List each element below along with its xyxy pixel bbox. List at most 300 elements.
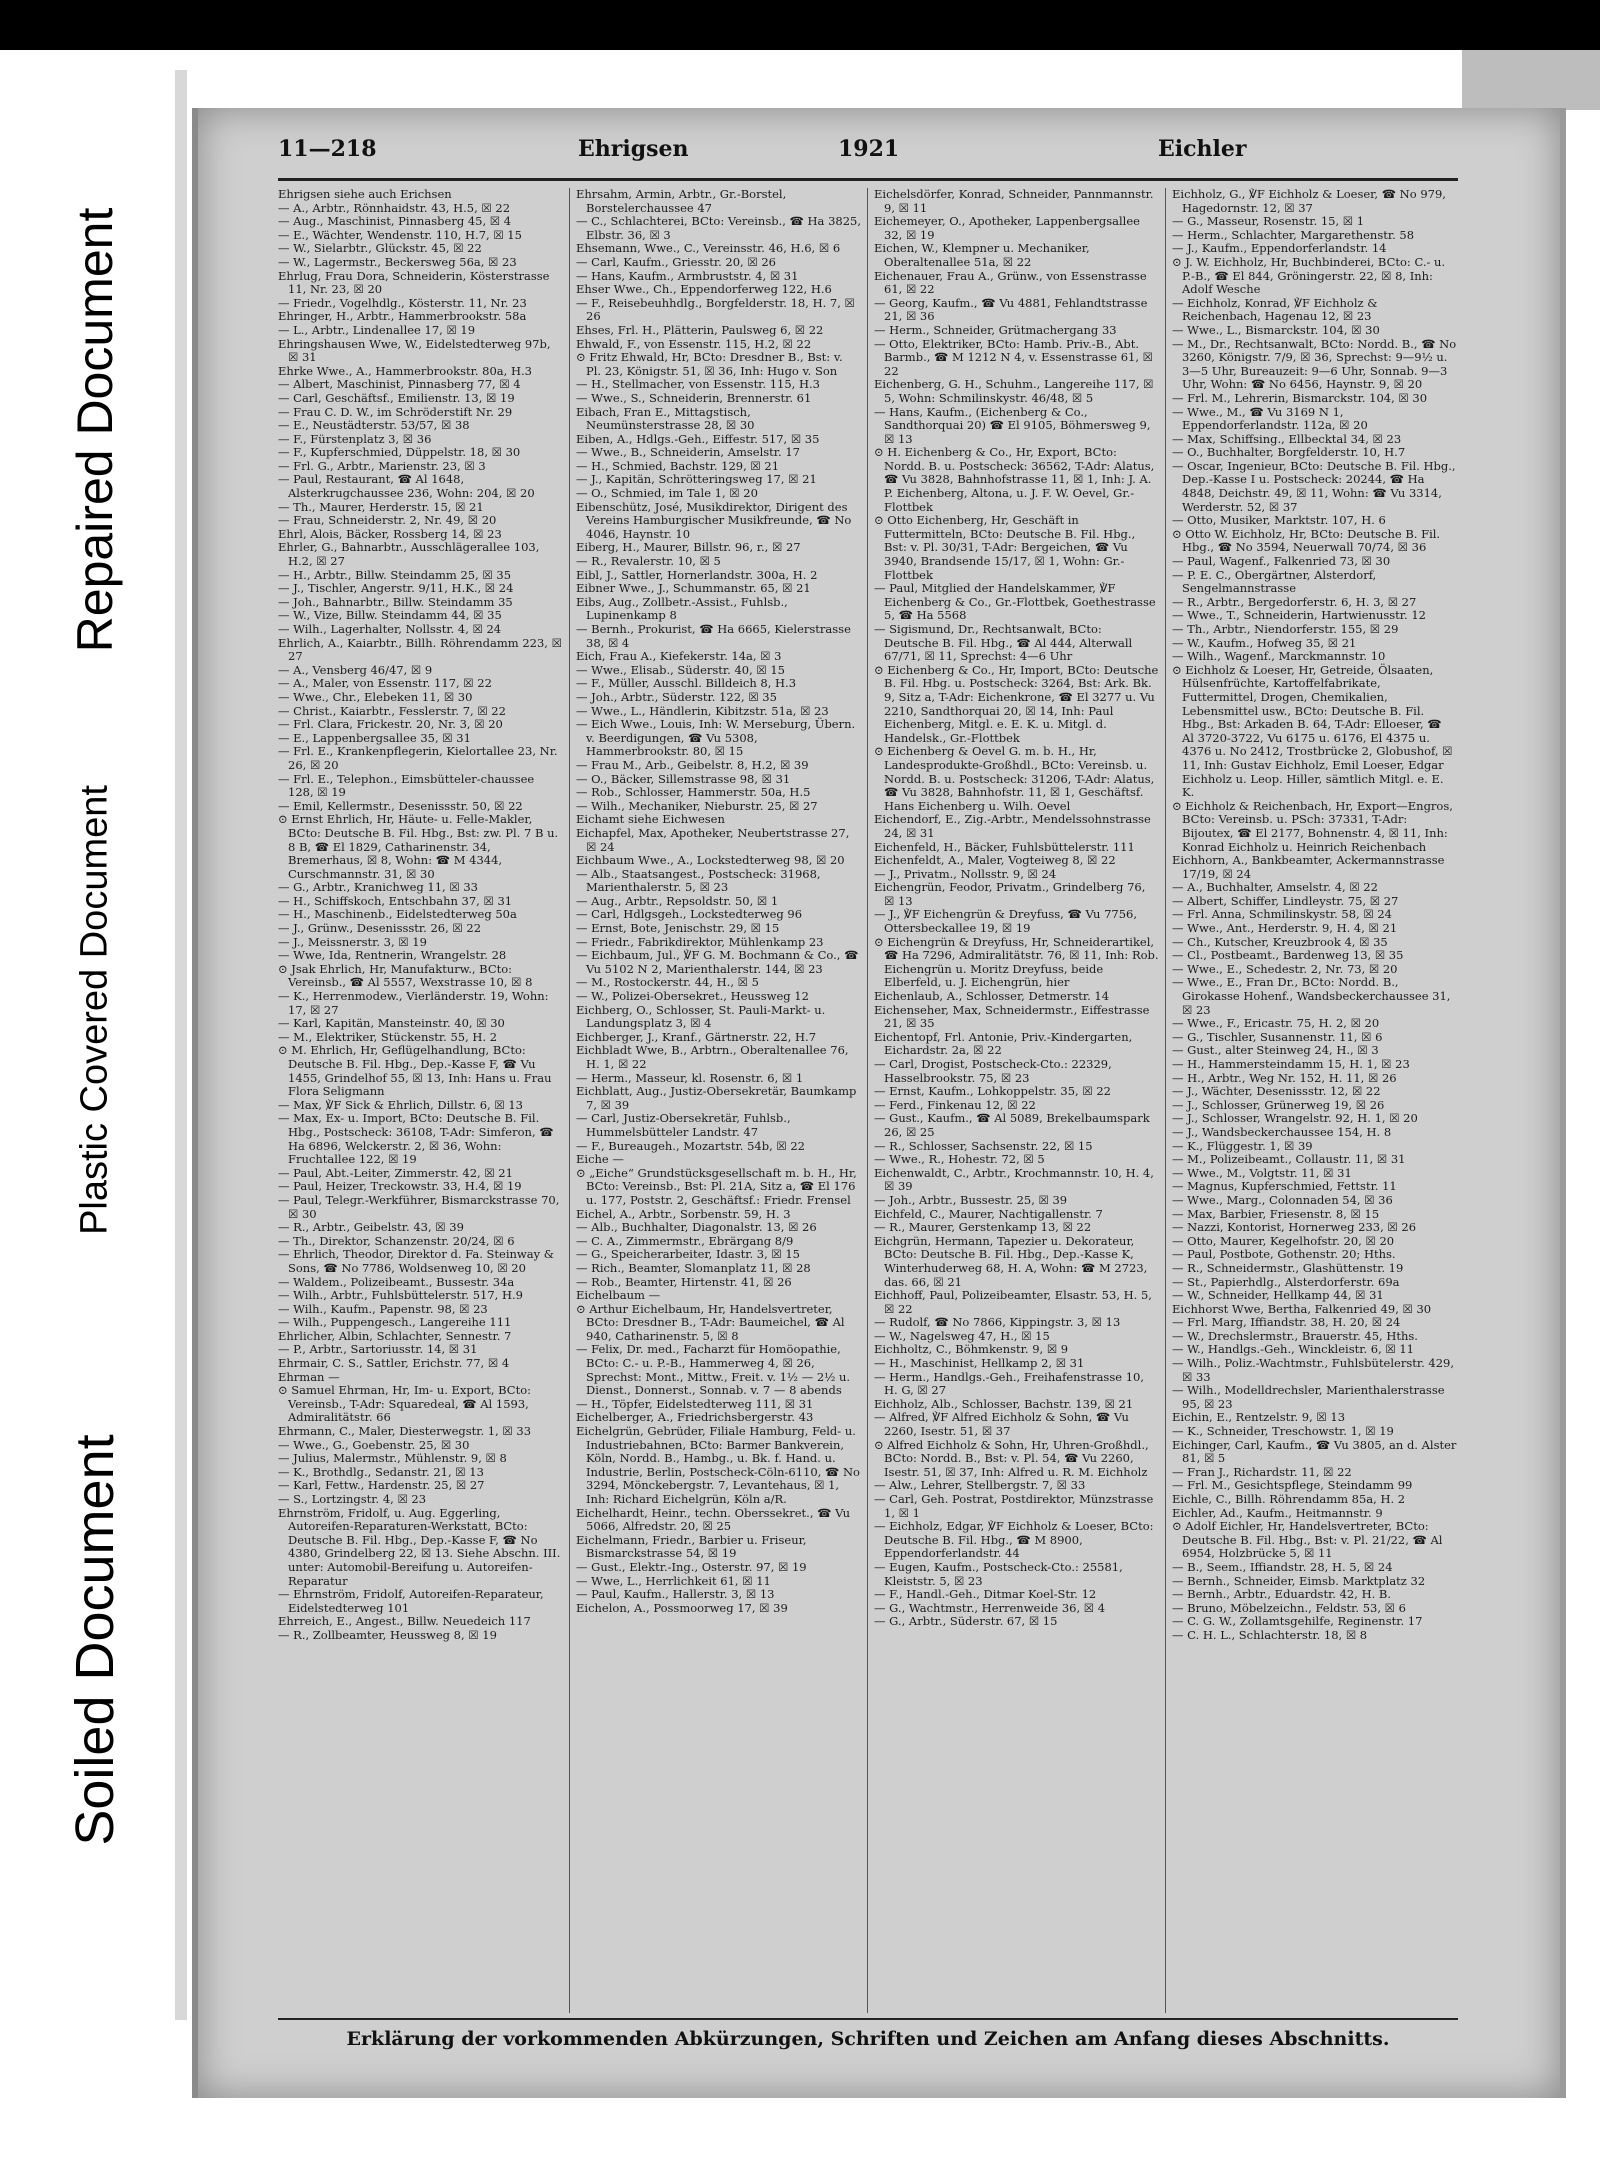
directory-entry: — R., Arbtr., Bergedorferstr. 6, H. 3, ☒ 27 — [1172, 594, 1417, 609]
directory-entry: Eichbaum Wwe., A., Lockstedterweg 98, ☒ 20 — [576, 853, 845, 868]
directory-entry: — Friedr., Vogelhdlg., Kösterstr. 11, Nr. 23 — [278, 295, 527, 310]
directory-entry: Ehrmair, C. S., Sattler, Erichstr. 77, ☒ 4 — [278, 1356, 510, 1371]
label-divider — [175, 70, 187, 2020]
directory-entry: — Herm., Masseur, kl. Rosenstr. 6, ☒ 1 — [576, 1070, 804, 1085]
directory-entry: — Wwe., E., Schedestr. 2, Nr. 73, ☒ 20 — [1172, 961, 1398, 976]
directory-entry: — Frl. G., Arbtr., Marienstr. 23, ☒ 3 — [278, 458, 486, 473]
directory-entry: — Eichholz, Edgar, ℣F Eichholz & Loeser, BCto: Deutsche B. Fil. Hbg., ☎ M 8900, Eppendorferlandstr. 44 — [874, 1519, 1154, 1561]
directory-entry: Eichberg, O., Schlosser, St. Pauli-Markt- u. Landungsplatz 3, ☒ 4 — [576, 1002, 826, 1031]
directory-entry: — A., Vensberg 46/47, ☒ 9 — [278, 662, 433, 677]
directory-entry: — H., Hammersteindamm 15, H. 1, ☒ 23 — [1172, 1057, 1410, 1071]
directory-entry: — Paul, Kaufm., Hallerstr. 3, ☒ 13 — [576, 1587, 775, 1602]
directory-entry: — Oscar, Ingenieur, BCto: Deutsche B. Fil. Hbg., Dep.-Kasse I u. Postscheck: 20244, ☎ Ha 4848, Deichstr. 49, ☒ 11, Wohn: ☎ Vu 3314, Werderstr. 52, ☒ 37 — [1172, 458, 1456, 514]
directory-entry: Eiben, A., Hdlgs.-Geh., Eiffestr. 517, ☒ 35 — [576, 431, 820, 446]
directory-entry: ⊙ Eichholz & Loeser, Hr, Getreide, Ölsaaten, Hülsenfrüchte, Kartoffelfabrikate, Futtermittel, Drogen, Chemikalien, Lebensmittel usw., BCto: Deutsche B. Fil. Hbg., Bst: Arkaden B. 64, T-Adr: Elloeser, ☎ Al 3720-3722, Vu 6175 u. 6176, El 4375 u. 4376 u. No 2412, Trostbrücke 2, Globushof, ☒ 11, Inh: Gustav Eichholz, Emil Loeser, Edgar Eichholz u. Leop. Hiller, sämtlich Mitgl. e. E. K. — [1172, 662, 1453, 800]
directory-entry: Eichengrün, Feodor, Privatm., Grindelberg 76, ☒ 13 — [874, 880, 1146, 908]
directory-entry: — Wwe., Elisab., Süderstr. 40, ☒ 15 — [576, 662, 785, 677]
directory-entry: — W., Drechslermstr., Brauerstr. 45, Hths. — [1172, 1328, 1418, 1343]
footer-rule — [278, 2018, 1458, 2020]
directory-entry: Eichenfeld, H., Bäcker, Fuhlsbüttelerstr. 111 — [874, 839, 1135, 854]
directory-entry: Ehrke Wwe., A., Hammerbrookstr. 80a, H.3 — [278, 363, 532, 378]
directory-entry: — R., Schlosser, Sachsenstr. 22, ☒ 15 — [874, 1138, 1093, 1153]
directory-entry: Eiberg, H., Maurer, Billstr. 96, r., ☒ 27 — [576, 540, 801, 555]
directory-entry: Eichhorst Wwe, Bertha, Falkenried 49, ☒ 30 — [1172, 1301, 1432, 1316]
directory-entry: — Paul, Heizer, Treckowstr. 33, H.4, ☒ 19 — [278, 1179, 522, 1194]
directory-entry: Ehrlicher, Albin, Schlachter, Sennestr. 7 — [278, 1328, 512, 1343]
directory-entry: Eichelhardt, Heinr., techn. Oberssekret., ☎ Vu 5066, Alfredstr. 20, ☒ 25 — [576, 1505, 851, 1534]
directory-entry: Eichapfel, Max, Apotheker, Neubertstrasse 27, ☒ 24 — [576, 825, 850, 854]
directory-entry: — H., Arbtr., Billw. Steindamm 25, ☒ 35 — [278, 567, 512, 582]
directory-entry: Ehrigsen siehe auch Erichsen — [278, 188, 452, 201]
directory-entry: — G., Wachtmstr., Herrenweide 36, ☒ 4 — [874, 1600, 1106, 1615]
directory-entry: — Carl, Geschäftsf., Emilienstr. 13, ☒ 19 — [278, 390, 515, 405]
entry-columns — [278, 188, 1458, 2013]
directory-entry: — Alfred, ℣F Alfred Eichholz & Sohn, ☎ Vu 2260, Isestr. 51, ☒ 37 — [874, 1410, 1129, 1439]
directory-entry: — L., Arbtr., Lindenallee 17, ☒ 19 — [278, 322, 476, 337]
directory-entry: — Aug., Arbtr., Repsoldstr. 50, ☒ 1 — [576, 893, 779, 908]
directory-entry: Eichelberger, A., Friedrichsbergerstr. 43 — [576, 1410, 814, 1425]
directory-entry: — W., Kaufm., Hofweg 35, ☒ 21 — [1172, 635, 1357, 650]
directory-entry: — Frl. Marg, Iffiandstr. 38, H. 20, ☒ 24 — [1172, 1315, 1401, 1330]
directory-entry: ⊙ Jsak Ehrlich, Hr, Manufakturw., BCto: Vereinsb., ☎ Al 5557, Wexstrasse 10, ☒ 8 — [278, 961, 533, 990]
directory-entry: — G., Tischler, Susannenstr. 11, ☒ 6 — [1172, 1029, 1383, 1044]
directory-entry: — Rob., Beamter, Hirtenstr. 41, ☒ 26 — [576, 1274, 792, 1289]
directory-entry: — Albert, Maschinist, Pinnasberg 77, ☒ 4 — [278, 377, 521, 392]
directory-entry: Eichemeyer, O., Apotheker, Lappenbergsallee 32, ☒ 19 — [874, 214, 1140, 242]
directory-entry: — S., Lortzingstr. 4, ☒ 23 — [278, 1492, 427, 1506]
directory-entry: Ehrman — — [278, 1369, 340, 1384]
directory-entry: — Wilh., Modelldrechsler, Marienthalerstrasse 95, ☒ 23 — [1172, 1383, 1445, 1411]
directory-entry: — E., Wächter, Wendenstr. 110, H.7, ☒ 15 — [278, 227, 522, 242]
top-black-bar — [0, 0, 1600, 50]
directory-entry: — Ehrlich, Theodor, Direktor d. Fa. Steinway & Sons, ☎ No 7786, Woldsenweg 10, ☒ 20 — [278, 1247, 554, 1275]
directory-entry: ⊙ Ernst Ehrlich, Hr, Häute- u. Felle-Makler, BCto: Deutsche B. Fil. Hbg., Bst: zw. Pl. 7 B u. 8 B, ☎ El 1829, Catharinenstr. 34, Bremerhaus, ☒ 8, Wohn: ☎ M 4344, Curschmannstr. 31, ☒ 30 — [278, 812, 559, 881]
directory-entry: ⊙ Arthur Eichelbaum, Hr, Handelsvertreter, BCto: Dresdner B., T-Adr: Baumeichel, ☎ Al 940, Catharinenstr. 5, ☒ 8 — [576, 1301, 845, 1343]
directory-entry: ⊙ Otto Eichenberg, Hr, Geschäft in Futtermitteln, BCto: Deutsche B. Fil. Hbg., Bst: v. Pl. 30/31, T-Adr: Bergeichen, ☎ Vu 3940, Brandsende 15/17, ☒ 1, Wohn: Gr.-Flottbek — [874, 513, 1136, 582]
directory-entry: — Max, Ex- u. Import, BCto: Deutsche B. Fil. Hbg., Postscheck: 36108, T-Adr: Simferon, ☎ Ha 6896, Welckerstr. 2, ☒ 36, Wohn: Fruchtallee 122, ☒ 19 — [278, 1111, 554, 1167]
directory-entry: ⊙ Fritz Ehwald, Hr, BCto: Dresdner B., Bst: v. Pl. 23, Königstr. 51, ☒ 36, Inh: Hugo v. Son — [576, 350, 843, 378]
directory-entry: — Rudolf, ☎ No 7866, Kippingstr. 3, ☒ 13 — [874, 1315, 1121, 1330]
directory-entry: — E., Neustädterstr. 53/57, ☒ 38 — [278, 418, 470, 433]
column-3 — [874, 188, 1159, 2013]
directory-entry: — M., Elektriker, Stückenstr. 55, H. 2 — [278, 1029, 498, 1044]
directory-entry: — W., Lagermstr., Beckersweg 56a, ☒ 23 — [278, 254, 517, 269]
directory-entry: ⊙ Samuel Ehrman, Hr, Im- u. Export, BCto: Vereinsb., T-Adr: Squaredeal, ☎ Al 1593, Admiralitätstr. 66 — [278, 1383, 532, 1425]
directory-entry: — J., Schlosser, Grünerweg 19, ☒ 26 — [1172, 1097, 1385, 1112]
directory-entry: — Frl. E., Krankenpflegerin, Kielortallee 23, Nr. 26, ☒ 20 — [278, 744, 558, 772]
directory-entry: — Joh., Arbtr., Bussestr. 25, ☒ 39 — [874, 1192, 1068, 1207]
directory-entry: — J., Kapitän, Schrötteringsweg 17, ☒ 21 — [576, 472, 817, 487]
page-number: 11—218 — [278, 136, 377, 162]
directory-entry: — Paul, Mitglied der Handelskammer, ℣F Eichenberg & Co., Gr.-Flottbek, Goethestrasse 5, ☎ Ha 5568 — [874, 581, 1156, 623]
directory-entry: — Wwe., Marg., Colonnaden 54, ☒ 36 — [1172, 1192, 1393, 1207]
directory-entry: — O., Bäcker, Sillemstrasse 98, ☒ 31 — [576, 771, 791, 786]
directory-entry: — G., Arbtr., Kranichweg 11, ☒ 33 — [278, 880, 478, 895]
directory-entry: — B., Seem., Iffiandstr. 28, H. 5, ☒ 24 — [1172, 1559, 1393, 1574]
directory-entry: Ehrsahm, Armin, Arbtr., Gr.-Borstel, Borstelerchaussee 47 — [576, 188, 787, 215]
directory-entry: — F., Handl.-Geh., Ditmar Koel-Str. 12 — [874, 1587, 1097, 1602]
directory-entry: — J., Wächter, Desenissstr. 12, ☒ 22 — [1172, 1084, 1381, 1099]
directory-page — [192, 108, 1566, 2098]
label-soiled-document: Soiled Document — [65, 1434, 125, 1846]
directory-entry: — Wwe., B., Schneiderin, Amselstr. 17 — [576, 445, 800, 460]
directory-entry: — J., Kaufm., Eppendorferlandstr. 14 — [1172, 241, 1387, 256]
directory-entry: — G., Masseur, Rosenstr. 15, ☒ 1 — [1172, 214, 1365, 229]
directory-entry: — M., Rostockerstr. 44, H., ☒ 5 — [576, 975, 759, 990]
side-label-panel — [0, 50, 190, 2177]
directory-entry: Ehrlug, Frau Dora, Schneiderin, Kösterstrasse 11, Nr. 23, ☒ 20 — [278, 268, 550, 297]
directory-entry: — Herm., Schneider, Grütmachergang 33 — [874, 322, 1117, 337]
directory-entry: — Rich., Beamter, Slomanplatz 11, ☒ 28 — [576, 1260, 811, 1275]
directory-entry: — G., Speicherarbeiter, Idastr. 3, ☒ 15 — [576, 1247, 800, 1262]
directory-entry: — Th., Maurer, Herderstr. 15, ☒ 21 — [278, 499, 484, 514]
directory-entry: — Albert, Schiffer, Lindleystr. 75, ☒ 27 — [1172, 893, 1399, 908]
directory-entry: — Cl., Postbeamt., Bardenweg 13, ☒ 35 — [1172, 948, 1404, 963]
directory-entry: — Wwe., G., Goebenstr. 25, ☒ 30 — [278, 1437, 470, 1452]
directory-entry: — Frau, Schneiderstr. 2, Nr. 49, ☒ 20 — [278, 513, 497, 528]
directory-entry: ⊙ M. Ehrlich, Hr, Geflügelhandlung, BCto: Deutsche B. Fil. Hbg., Dep.-Kasse F, ☎ Vu 1455, Grindelhof 55, ☒ 13, Inh: Hans u. Frau Flora Seligmann — [278, 1043, 552, 1099]
directory-entry: Eichelsdörfer, Konrad, Schneider, Pannmannstr. 9, ☒ 11 — [874, 188, 1154, 215]
directory-entry: — Wwe., E., Fran Dr., BCto: Nordd. B., Girokasse Hohenf., Wandsbeckerchaussee 31, ☒ 23 — [1172, 975, 1451, 1017]
directory-entry: — St., Papierhdlg., Alsterdorferstr. 69a — [1172, 1274, 1400, 1289]
directory-entry: Eichbladt Wwe, B., Arbtrn., Oberaltenallee 76, H. 1, ☒ 22 — [576, 1043, 849, 1071]
label-repaired-document: Repaired Document — [67, 207, 123, 653]
directory-entry: — E., Lappenbergsallee 35, ☒ 31 — [278, 730, 471, 745]
directory-entry: — Gust., alter Steinweg 24, H., ☒ 3 — [1172, 1043, 1379, 1058]
directory-entry: Eichgrün, Hermann, Tapezier u. Dekorateur, BCto: Deutsche B. Fil. Hbg., Dep.-Kasse K, Winterhuderweg 68, H. A, Wohn: ☎ M 2723, das. 66, ☒ 21 — [874, 1233, 1148, 1289]
directory-entry: Eichhorn, A., Bankbeamter, Ackermannstrasse 17/19, ☒ 24 — [1172, 853, 1445, 881]
directory-entry: ⊙ H. Eichenberg & Co., Hr, Export, BCto: Nordd. B. u. Postscheck: 36562, T-Adr: Alatus, ☎ Vu 3828, Bahnhofstrasse 11, ☒ 1, Inh: J. A. P. Eichenberg, Altona, u. J. F. W. Oevel, Gr.-Flottbek — [874, 445, 1155, 514]
directory-entry: — H., Arbtr., Weg Nr. 152, H. 11, ☒ 26 — [1172, 1070, 1397, 1085]
directory-entry: ⊙ Eichholz & Reichenbach, Hr, Export—Engros, BCto: Vereinsb. u. PSch: 37331, T-Adr: Bijoutex, ☎ El 2177, Bohnenstr. 4, ☒ 11, Inh: Konrad Eichholz u. Heinrich Reichenbach — [1172, 798, 1453, 854]
directory-entry: — Ernst, Kaufm., Lohkoppelstr. 35, ☒ 22 — [874, 1084, 1111, 1099]
directory-entry: Eichen, W., Klempner u. Mechaniker, Oberaltenallee 51a, ☒ 22 — [874, 241, 1090, 269]
directory-entry: — C., Schlachterei, BCto: Vereinsb., ☎ Ha 3825, Elbstr. 36, ☒ 3 — [576, 214, 861, 242]
directory-entry: — Alw., Lehrer, Stellbergstr. 7, ☒ 33 — [874, 1478, 1086, 1493]
directory-entry: — Bernh., Prokurist, ☎ Ha 6665, Kielerstrasse 38, ☒ 4 — [576, 622, 851, 650]
directory-entry: — Wwe., T., Schneiderin, Hartwienusstr. 12 — [1172, 608, 1426, 623]
directory-entry: — Bernh., Arbtr., Eduardstr. 42, H. B. — [1172, 1587, 1392, 1602]
directory-entry: Eichinger, Carl, Kaufm., ☎ Vu 3805, an d. Alster 81, ☒ 5 — [1172, 1437, 1457, 1466]
directory-entry: — R., Zollbeamter, Heussweg 8, ☒ 19 — [278, 1627, 497, 1642]
header-last-entry: Eichler — [1158, 136, 1247, 162]
directory-entry: — J., Tischler, Angerstr. 9/11, H.K., ☒ 24 — [278, 581, 514, 596]
directory-entry: — Magnus, Kupferschmied, Fettstr. 11 — [1172, 1179, 1397, 1194]
directory-entry: — H., Maschinenb., Eidelstedterweg 50a — [278, 907, 517, 922]
directory-entry: — Wilh., Wagenf., Marckmannstr. 10 — [1172, 649, 1386, 664]
directory-entry: — A., Buchhalter, Amselstr. 4, ☒ 22 — [1172, 880, 1378, 895]
directory-entry: — Ernst, Bote, Jenischstr. 29, ☒ 15 — [576, 921, 780, 936]
directory-entry: — Wwe., L., Bismarckstr. 104, ☒ 30 — [1172, 322, 1380, 337]
directory-entry: — Julius, Malermstr., Mühlenstr. 9, ☒ 8 — [278, 1451, 507, 1466]
directory-entry: — Bruno, Möbelzeichn., Feldstr. 53, ☒ 6 — [1172, 1600, 1406, 1615]
directory-entry: — F., Bureaugeh., Mozartstr. 54b, ☒ 22 — [576, 1138, 805, 1153]
directory-entry: — Frl. Clara, Frickestr. 20, Nr. 3, ☒ 20 — [278, 717, 503, 732]
directory-entry: ⊙ Alfred Eichholz & Sohn, Hr, Uhren-Großhdl., BCto: Nordd. B., Bst: v. Pl. 54, ☎ Vu 2260, Isestr. 51, ☒ 37, Inh: Alfred u. R. M. Eichholz — [874, 1437, 1149, 1479]
directory-entry: Eichholtz, C., Böhmkenstr. 9, ☒ 9 — [874, 1342, 1069, 1357]
directory-entry: — Otto, Musiker, Marktstr. 107, H. 6 — [1172, 513, 1386, 528]
directory-entry: — Eich Wwe., Louis, Inh: W. Merseburg, Übern. v. Beerdigungen, ☎ Vu 5308, Hammerbrookstr. 80, ☒ 15 — [576, 717, 856, 759]
directory-entry: — J., Wandsbeckerchaussee 154, H. 8 — [1172, 1124, 1392, 1139]
directory-entry: Ehrl, Alois, Bäcker, Rossberg 14, ☒ 23 — [278, 526, 502, 541]
directory-entry: — Carl, Drogist, Postscheck-Cto.: 22329, Hasselbrookstr. 75, ☒ 23 — [874, 1057, 1112, 1085]
directory-entry: — Ferd., Finkenau 12, ☒ 22 — [874, 1097, 1036, 1112]
header-rule — [278, 178, 1458, 181]
directory-entry: — Wwe., M., Volgtstr. 11, ☒ 31 — [1172, 1165, 1352, 1180]
directory-entry: — K., Herrenmodew., Vierländerstr. 19, Wohn: 17, ☒ 27 — [278, 989, 549, 1017]
directory-entry: Eichenwaldt, C., Arbtr., Krochmannstr. 10, H. 4, ☒ 39 — [874, 1165, 1154, 1194]
directory-entry: — Frau C. D. W., im Schröderstift Nr. 29 — [278, 404, 513, 419]
directory-entry: — Otto, Elektriker, BCto: Hamb. Priv.-B., Abt. Barmb., ☎ M 1212 N 4, v. Essenstrasse 61, ☒ 22 — [874, 336, 1153, 378]
directory-entry: — Fran J., Richardstr. 11, ☒ 22 — [1172, 1464, 1352, 1479]
directory-entry: — Paul, Postbote, Gothenstr. 20; Hths. — [1172, 1247, 1396, 1262]
directory-entry: — J., Schlosser, Wrangelstr. 92, H. 1, ☒ 20 — [1172, 1111, 1418, 1126]
directory-entry: — C. H. L., Schlachterstr. 18, ☒ 8 — [1172, 1627, 1368, 1642]
directory-entry: — Wilh., Mechaniker, Nieburstr. 25, ☒ 27 — [576, 798, 818, 813]
directory-entry: — K., Brothdlg., Sedanstr. 21, ☒ 13 — [278, 1464, 484, 1479]
directory-entry: — Carl, Justiz-Obersekretär, Fuhlsb., Hummelsbütteler Landstr. 47 — [576, 1111, 791, 1139]
directory-entry: — Wwe., Ant., Herderstr. 9, H. 4, ☒ 21 — [1172, 921, 1398, 936]
directory-entry: — W., Handlgs.-Geh., Winckleistr. 6, ☒ 11 — [1172, 1342, 1414, 1357]
directory-entry: Eichenlaub, A., Schlosser, Detmerstr. 14 — [874, 989, 1110, 1004]
directory-entry: — K., Flüggestr. 1, ☒ 39 — [1172, 1138, 1313, 1153]
directory-entry: — H., Maschinist, Hellkamp 2, ☒ 31 — [874, 1356, 1085, 1371]
directory-entry: Eichler, Ad., Kaufm., Heitmannstr. 9 — [1172, 1505, 1383, 1520]
directory-entry: Eichholz, Alb., Schlosser, Bachstr. 139, ☒ 21 — [874, 1396, 1134, 1411]
directory-entry: — W., Nagelsweg 47, H., ☒ 15 — [874, 1328, 1050, 1343]
directory-entry: — R., Arbtr., Geibelstr. 43, ☒ 39 — [278, 1220, 464, 1235]
directory-entry: Ehrreich, E., Angest., Billw. Neuedeich 117 — [278, 1614, 531, 1629]
page-header — [278, 136, 1458, 176]
directory-entry: Eiche — — [576, 1152, 624, 1167]
header-first-entry: Ehrigsen — [578, 136, 689, 162]
directory-entry: — Felix, Dr. med., Facharzt für Homöopathie, BCto: C.- u. P.-B., Hammerweg 4, ☒ 26, Sprechst: Mont., Mittw., Freit. v. 1½ — 2½ u. Dienst., Donnerst., Sonnab. v. 7 — 8 abends — [576, 1342, 851, 1398]
directory-entry: Eichelon, A., Possmoorweg 17, ☒ 39 — [576, 1600, 788, 1615]
directory-entry: — O., Buchhalter, Borgfelderstr. 10, H.7 — [1172, 445, 1406, 460]
directory-entry: — Max, Barbier, Friesenstr. 8, ☒ 15 — [1172, 1206, 1380, 1221]
directory-entry: Eichenauer, Frau A., Grünw., von Essenstrasse 61, ☒ 22 — [874, 268, 1147, 297]
directory-entry: — J., Privatm., Nollsstr. 9, ☒ 24 — [874, 866, 1057, 881]
directory-entry: Eichenseher, Max, Schneidermstr., Eiffestrasse 21, ☒ 35 — [874, 1002, 1150, 1031]
directory-entry: — Max, Schiffsing., Ellbecktal 34, ☒ 23 — [1172, 431, 1402, 446]
directory-entry: ⊙ Otto W. Eichholz, Hr, BCto: Deutsche B. Fil. Hbg., ☎ No 3594, Neuerwall 70/74, ☒ 36 — [1172, 526, 1441, 555]
directory-entry: — R., Revalerstr. 10, ☒ 5 — [576, 554, 721, 569]
page-footer: Erklärung der vorkommenden Abkürzungen, Schriften und Zeichen am Anfang dieses Abschnitts. — [346, 2028, 1390, 2050]
directory-entry: — Wilh., Puppengesch., Langereihe 111 — [278, 1315, 512, 1330]
directory-entry: — Georg, Kaufm., ☎ Vu 4881, Fehlandtstrasse 21, ☒ 36 — [874, 295, 1148, 324]
directory-entry: Eichelbaum — — [576, 1288, 661, 1303]
label-plastic-covered-document: Plastic Covered Document — [73, 785, 116, 1235]
directory-entry: — Hans, Kaufm., Armbruststr. 4, ☒ 31 — [576, 268, 799, 283]
directory-entry: Ehsemann, Wwe., C., Vereinsstr. 46, H.6, ☒ 6 — [576, 241, 841, 256]
directory-entry: — J., Grünw., Desenissstr. 26, ☒ 22 — [278, 921, 482, 936]
directory-entry: — Rob., Schlosser, Hammerstr. 50a, H.5 — [576, 785, 811, 800]
directory-entry: ⊙ Eichengrün & Dreyfuss, Hr, Schneiderartikel, ☎ Ha 7296, Admiralitätstr. 76, ☒ 11, Inh: Rob. Eichengrün u. Moritz Dreyfuss, beide Elberfeld, u. J. Eichengrün, hier — [874, 934, 1159, 990]
directory-entry: Eibner Wwe., J., Schummanstr. 65, ☒ 21 — [576, 581, 811, 596]
directory-entry: ⊙ Eichenberg & Oevel G. m. b. H., Hr, Landesprodukte-Großhdl., BCto: Vereinsb. u. Nordd. B. u. Postscheck: 31206, T-Adr: Alatus, ☎ Vu 3828, Bahnhofstr. 11, ☒ 1, Geschäftsf. Hans Eichenberg u. Wilh. Oevel — [874, 744, 1155, 813]
directory-entry: ⊙ Adolf Eichler, Hr, Handelsvertreter, BCto: Deutsche B. Fil. Hbg., Bst: v. Pl. 21/22, ☎ Al 6954, Holzbrücke 5, ☒ 11 — [1172, 1519, 1443, 1561]
directory-entry: Eichendorf, E., Zig.-Arbtr., Mendelssohnstrasse 24, ☒ 31 — [874, 812, 1151, 840]
directory-entry: — Frau M., Arb., Geibelstr. 8, H.2, ☒ 39 — [576, 757, 809, 772]
directory-entry: — J., Meissnerstr. 3, ☒ 19 — [278, 934, 427, 949]
directory-entry: Eichelmann, Friedr., Barbier u. Friseur, Bismarckstrasse 54, ☒ 19 — [576, 1532, 807, 1561]
directory-entry: — Th., Direktor, Schanzenstr. 20/24, ☒ 6 — [278, 1233, 515, 1248]
directory-entry: — Christ., Kaiarbtr., Fesslerstr. 7, ☒ 22 — [278, 703, 506, 718]
directory-entry: — M., Polizeibeamt., Collaustr. 11, ☒ 31 — [1172, 1152, 1406, 1167]
scanner-edge-strip — [1462, 50, 1600, 110]
directory-entry: — Th., Arbtr., Niendorferstr. 155, ☒ 29 — [1172, 622, 1399, 636]
directory-entry: — Bernh., Schneider, Eimsb. Marktplatz 32 — [1172, 1573, 1426, 1588]
directory-entry: Ehrmann, C., Maler, Diesterwegstr. 1, ☒ 33 — [278, 1424, 532, 1439]
directory-entry: — P. E. C., Obergärtner, Alsterdorf, Sengelmannstrasse — [1172, 567, 1377, 596]
directory-entry: — P., Arbtr., Sartoriusstr. 14, ☒ 31 — [278, 1342, 478, 1357]
directory-entry: — A., Maler, von Essenstr. 117, ☒ 22 — [278, 676, 492, 691]
directory-entry: — Paul, Restaurant, ☎ Al 1648, Alsterkrugchaussee 236, Wohn: 204, ☒ 20 — [278, 472, 535, 501]
header-year: 1921 — [838, 136, 900, 162]
directory-entry: — W., Polizei-Obersekret., Heussweg 12 — [576, 989, 809, 1004]
directory-entry: — Wwe., F., Ericastr. 75, H. 2, ☒ 20 — [1172, 1016, 1380, 1031]
directory-entry: — C. G. W., Zollamtsgehilfe, Reginenstr. 17 — [1172, 1614, 1423, 1629]
directory-entry: — Wwe, L., Herrlichkeit 61, ☒ 11 — [576, 1573, 771, 1588]
directory-entry: Eichle, C., Billh. Röhrendamm 85a, H. 2 — [1172, 1492, 1406, 1506]
column-1 — [278, 188, 563, 2013]
directory-entry: — Gust., Elektr.-Ing., Osterstr. 97, ☒ 19 — [576, 1559, 807, 1574]
column-4 — [1172, 188, 1457, 2013]
directory-entry: — Sigismund, Dr., Rechtsanwalt, BCto: Deutsche B. Fil. Hbg., ☎ Al 444, Alterwall 67/71, ☒ 11, Sprechst: 4—6 Uhr — [874, 622, 1133, 664]
directory-entry: ⊙ J. W. Eichholz, Hr, Buchbinderei, BCto: C.- u. P.-B., ☎ El 844, Gröningerstr. 22, ☒ 8, Inh: Adolf Wesche — [1172, 254, 1446, 297]
directory-entry: — Max, ℣F Sick & Ehrlich, Dillstr. 6, ☒ 13 — [278, 1097, 523, 1112]
directory-entry: — H., Schmied, Bachstr. 129, ☒ 21 — [576, 458, 780, 473]
directory-entry: — Ehrnström, Fridolf, Autoreifen-Reparateur, Eidelstedterweg 101 — [278, 1587, 544, 1615]
directory-entry: Eichberger, J., Kranf., Gärtnerstr. 22, H.7 — [576, 1029, 817, 1044]
directory-entry: — Joh., Bahnarbtr., Billw. Steindamm 35 — [278, 594, 513, 609]
directory-entry: Ehser Wwe., Ch., Eppendorferweg 122, H.6 — [576, 282, 832, 297]
directory-entry: Eichenberg, G. H., Schuhm., Langereihe 117, ☒ 5, Wohn: Schmilinskystr. 46/48, ☒ 5 — [874, 377, 1154, 405]
directory-entry: — Wwe., L., Händlerin, Kibitzstr. 51a, ☒ 23 — [576, 703, 829, 718]
directory-entry: — Frl. Anna, Schmilinskystr. 58, ☒ 24 — [1172, 907, 1392, 922]
directory-entry: — R., Maurer, Gerstenkamp 13, ☒ 22 — [874, 1220, 1092, 1235]
directory-entry: Eichhoff, Paul, Polizeibeamter, Elsastr. 53, H. 5, ☒ 22 — [874, 1288, 1152, 1316]
directory-entry: Eichin, E., Rentzelstr. 9, ☒ 13 — [1172, 1410, 1346, 1425]
directory-entry: — Eugen, Kaufm., Postscheck-Cto.: 25581, Kleiststr. 5, ☒ 23 — [874, 1559, 1123, 1588]
directory-entry: — Eichholz, Konrad, ℣F Eichholz & Reichenbach, Hagenau 12, ☒ 23 — [1172, 295, 1378, 324]
directory-entry: Eibach, Fran E., Mittagstisch, Neumünsterstrasse 28, ☒ 30 — [576, 404, 755, 433]
directory-entry: Eichelgrün, Gebrüder, Filiale Hamburg, Feld- u. Industriebahnen, BCto: Barmer Bankverein, Köln, Nordd. B., Hambg., u. Bk. f. Hand. u. Industrie, Berlin, Postscheck-Cöln-6110, ☎ No 3294, Mönckebergstr. 7, Levantehaus, ☒ 1, Inh: Richard Eichelgrün, Köln a/R. — [576, 1424, 860, 1506]
directory-entry: — O., Schmied, im Tale 1, ☒ 20 — [576, 486, 758, 501]
directory-entry: — Waldem., Polizeibeamt., Bussestr. 34a — [278, 1274, 515, 1289]
directory-entry: — Gust., Kaufm., ☎ Al 5089, Brekelbaumspark 26, ☒ 25 — [874, 1111, 1150, 1139]
directory-entry: — Emil, Kellermstr., Desenissstr. 50, ☒ 22 — [278, 798, 523, 813]
directory-entry: Ehwald, F., von Essenstr. 115, H.2, ☒ 22 — [576, 336, 812, 351]
column-rule — [867, 188, 868, 2013]
directory-entry: — Joh., Arbtr., Süderstr. 122, ☒ 35 — [576, 689, 777, 704]
directory-entry: Ehses, Frl. H., Plätterin, Paulsweg 6, ☒ 22 — [576, 322, 824, 337]
directory-entry: Eich, Frau A., Kiefekerstr. 14a, ☒ 3 — [576, 649, 782, 664]
directory-entry: — H., Stellmacher, von Essenstr. 115, H.3 — [576, 377, 820, 392]
directory-entry: — Wwe., M., ☎ Vu 3169 N 1, Eppendorferlandstr. 112a, ☒ 20 — [1172, 404, 1368, 433]
directory-entry: — Wilh., Kaufm., Papenstr. 98, ☒ 23 — [278, 1301, 488, 1316]
directory-entry: — W., Vize, Billw. Steindamm 44, ☒ 35 — [278, 608, 502, 623]
directory-entry: — Alb., Buchhalter, Diagonalstr. 13, ☒ 26 — [576, 1220, 817, 1235]
directory-entry: Eichfeld, C., Maurer, Nachtigallenstr. 7 — [874, 1206, 1103, 1221]
directory-entry: — Herm., Handlgs.-Geh., Freihafenstrasse 10, H. G, ☒ 27 — [874, 1369, 1144, 1398]
directory-entry: — W., Schneider, Hellkamp 44, ☒ 31 — [1172, 1288, 1384, 1303]
directory-entry: — Friedr., Fabrikdirektor, Mühlenkamp 23 — [576, 934, 824, 949]
directory-entry: Eichel, A., Arbtr., Sorbenstr. 59, H. 3 — [576, 1206, 791, 1221]
directory-entry: Eichholz, G., ℣F Eichholz & Loeser, ☎ No 979, Hagedornstr. 12, ☒ 37 — [1172, 188, 1446, 215]
directory-entry: — Hans, Kaufm., (Eichenberg & Co., Sandthorquai 20) ☎ El 9105, Böhmersweg 9, ☒ 13 — [874, 404, 1151, 446]
directory-entry: — A., Arbtr., Rönnhaidstr. 43, H.5, ☒ 22 — [278, 200, 511, 215]
directory-entry: — Carl, Hdlgsgeh., Lockstedterweg 96 — [576, 907, 803, 922]
directory-entry: — Otto, Maurer, Kegelhofstr. 20, ☒ 20 — [1172, 1233, 1395, 1248]
directory-entry: — Frl. M., Gesichtspflege, Steindamm 99 — [1172, 1478, 1413, 1493]
directory-entry: — F., Müller, Ausschl. Billdeich 8, H.3 — [576, 676, 797, 691]
directory-entry: — F., Fürstenplatz 3, ☒ 36 — [278, 431, 432, 446]
directory-entry: — C. A., Zimmermstr., Ebrärgang 8/9 — [576, 1233, 794, 1248]
directory-entry: ⊙ Eichenberg & Co., Hr, Import, BCto: Deutsche B. Fil. Hbg. u. Postscheck: 3264, Bst: Ark. Bk. 9, Sitz a, T-Adr: Eichenkrone, ☎ El 3277 u. Vu 2210, Sandthorquai 20, ☒ 14, Inh: Paul Eichenberg, Mitgl. e. E. K. u. Mitgl. d. Handelsk., Gr.-Flottbek — [874, 662, 1159, 745]
directory-entry: — Karl, Kapitän, Mansteinstr. 40, ☒ 30 — [278, 1016, 505, 1031]
directory-entry: — Paul, Telegr.-Werkführer, Bismarckstrasse 70, ☒ 30 — [278, 1192, 560, 1221]
directory-entry: — Wwe, Ida, Rentnerin, Wrangelstr. 28 — [278, 948, 507, 963]
directory-entry: — Nazzi, Kontorist, Hornerweg 233, ☒ 26 — [1172, 1220, 1417, 1235]
directory-entry: — Karl, Fettw., Hardenstr. 25, ☒ 27 — [278, 1478, 485, 1493]
directory-entry: — F., Reisebeuhhdlg., Borgfelderstr. 18, H. 7, ☒ 26 — [576, 295, 855, 324]
directory-entry: — H., Töpfer, Eidelstedterweg 111, ☒ 31 — [576, 1396, 814, 1411]
directory-entry: — Paul, Abt.-Leiter, Zimmerstr. 42, ☒ 21 — [278, 1165, 513, 1180]
directory-entry: — Carl, Geh. Postrat, Postdirektor, Münzstrasse 1, ☒ 1 — [874, 1492, 1154, 1520]
directory-entry: — G., Arbtr., Süderstr. 67, ☒ 15 — [874, 1614, 1058, 1629]
directory-entry: — Paul, Wagenf., Falkenried 73, ☒ 30 — [1172, 554, 1391, 569]
directory-entry: ⊙ „Eiche“ Grundstücksgesellschaft m. b. H., Hr, BCto: Vereinsb., Bst: Pl. 21A, Sitz a, ☎ El 176 u. 177, Poststr. 2, Geschäftsf.: Friedr. Frensel — [576, 1165, 857, 1207]
directory-entry: Ehringer, H., Arbtr., Hammerbrookstr. 58a — [278, 309, 527, 324]
directory-entry: — Wilh., Poliz.-Wachtmstr., Fuhlsbütelerstr. 429, ☒ 33 — [1172, 1356, 1455, 1384]
directory-entry: Ehrler, G., Bahnarbtr., Ausschlägerallee 103, H.2, ☒ 27 — [278, 540, 540, 569]
directory-entry: Eichenfeldt, A., Maler, Vogteiweg 8, ☒ 22 — [874, 853, 1116, 868]
directory-entry: — Wilh., Arbtr., Fuhlsbüttelerstr. 517, H.9 — [278, 1288, 523, 1303]
directory-entry: — Herm., Schlachter, Margarethenstr. 58 — [1172, 227, 1415, 242]
directory-entry: Eichentopf, Frl. Antonie, Priv.-Kindergarten, Eichardstr. 2a, ☒ 22 — [874, 1029, 1133, 1058]
directory-entry: Eibs, Aug., Zollbetr.-Assist., Fuhlsb., Lupinenkamp 8 — [576, 594, 788, 623]
directory-entry: — H., Schiffskoch, Entschbahn 37, ☒ 31 — [278, 893, 513, 908]
directory-entry: Eibl, J., Sattler, Hornerlandstr. 300a, H. 2 — [576, 567, 818, 582]
directory-entry: — Wwe., S., Schneiderin, Brennerstr. 61 — [576, 390, 812, 405]
directory-entry: Ehrnström, Fridolf, u. Aug. Eggerling, Autoreifen-Reparaturen-Werkstatt, BCto: Deutsche B. Fil. Hbg., Dep.-Kasse F, ☎ No 4380, Grindelberg 22, ☒ 13. Siehe Abschn. III. unter: Automobil-Bereifung u. Autoreifen-Reparatur — [278, 1505, 561, 1588]
directory-entry: — Alb., Staatsangest., Postscheck: 31968, Marienthalerstr. 5, ☒ 23 — [576, 866, 821, 895]
directory-entry: — R., Schneidermstr., Glashüttenstr. 19 — [1172, 1260, 1404, 1275]
directory-entry: Ehrlich, A., Kaiarbtr., Billh. Röhrendamm 223, ☒ 27 — [278, 635, 562, 664]
directory-entry: — Frl. E., Telephon., Eimsbütteler-chaussee 128, ☒ 19 — [278, 771, 535, 800]
directory-entry: — F., Kupferschmied, Düppelstr. 18, ☒ 30 — [278, 445, 521, 460]
directory-entry: — Wwe., Chr., Elebeken 11, ☒ 30 — [278, 689, 473, 704]
column-rule — [1165, 188, 1166, 2013]
directory-entry: — Carl, Kaufm., Griesstr. 20, ☒ 26 — [576, 254, 776, 269]
directory-entry: Eichblatt, Aug., Justiz-Obersekretär, Baumkamp 7, ☒ 39 — [576, 1084, 857, 1112]
directory-entry: — J., ℣F Eichengrün & Dreyfuss, ☎ Vu 7756, Ottersbeckallee 19, ☒ 19 — [874, 907, 1138, 936]
directory-entry: — K., Schneider, Treschowstr. 1, ☒ 19 — [1172, 1424, 1394, 1439]
directory-entry: — Wilh., Lagerhalter, Nollsstr. 4, ☒ 24 — [278, 622, 502, 636]
directory-entry: — Wwe., R., Hohestr. 72, ☒ 5 — [874, 1152, 1045, 1167]
directory-entry: — Eichbaum, Jul., ℣F G. M. Bochmann & Co., ☎ Vu 5102 N 2, Marienthalerstr. 144, ☒ 23 — [576, 948, 859, 976]
directory-entry: Ehringshausen Wwe, W., Eidelstedterweg 97b, ☒ 31 — [278, 336, 551, 365]
column-2 — [576, 188, 861, 2013]
directory-entry: — Ch., Kutscher, Kreuzbrook 4, ☒ 35 — [1172, 934, 1388, 949]
directory-entry: — M., Dr., Rechtsanwalt, BCto: Nordd. B., ☎ No 3260, Königstr. 7/9, ☒ 36, Sprechst: 9—9½ u. 3—5 Uhr, Bureauzeit: 9—6 Uhr, Sonnab. 9—3 Uhr, Wohn: ☎ No 6456, Haynstr. 9, ☒ 20 — [1172, 336, 1457, 392]
directory-entry: — Frl. M., Lehrerin, Bismarckstr. 104, ☒ 30 — [1172, 390, 1428, 405]
directory-entry: — Aug., Maschinist, Pinnasberg 45, ☒ 4 — [278, 214, 512, 229]
directory-entry: — W., Sielarbtr., Glückstr. 45, ☒ 22 — [278, 241, 482, 256]
column-rule — [569, 188, 570, 2013]
directory-entry: Eichamt siehe Eichwesen — [576, 812, 725, 827]
